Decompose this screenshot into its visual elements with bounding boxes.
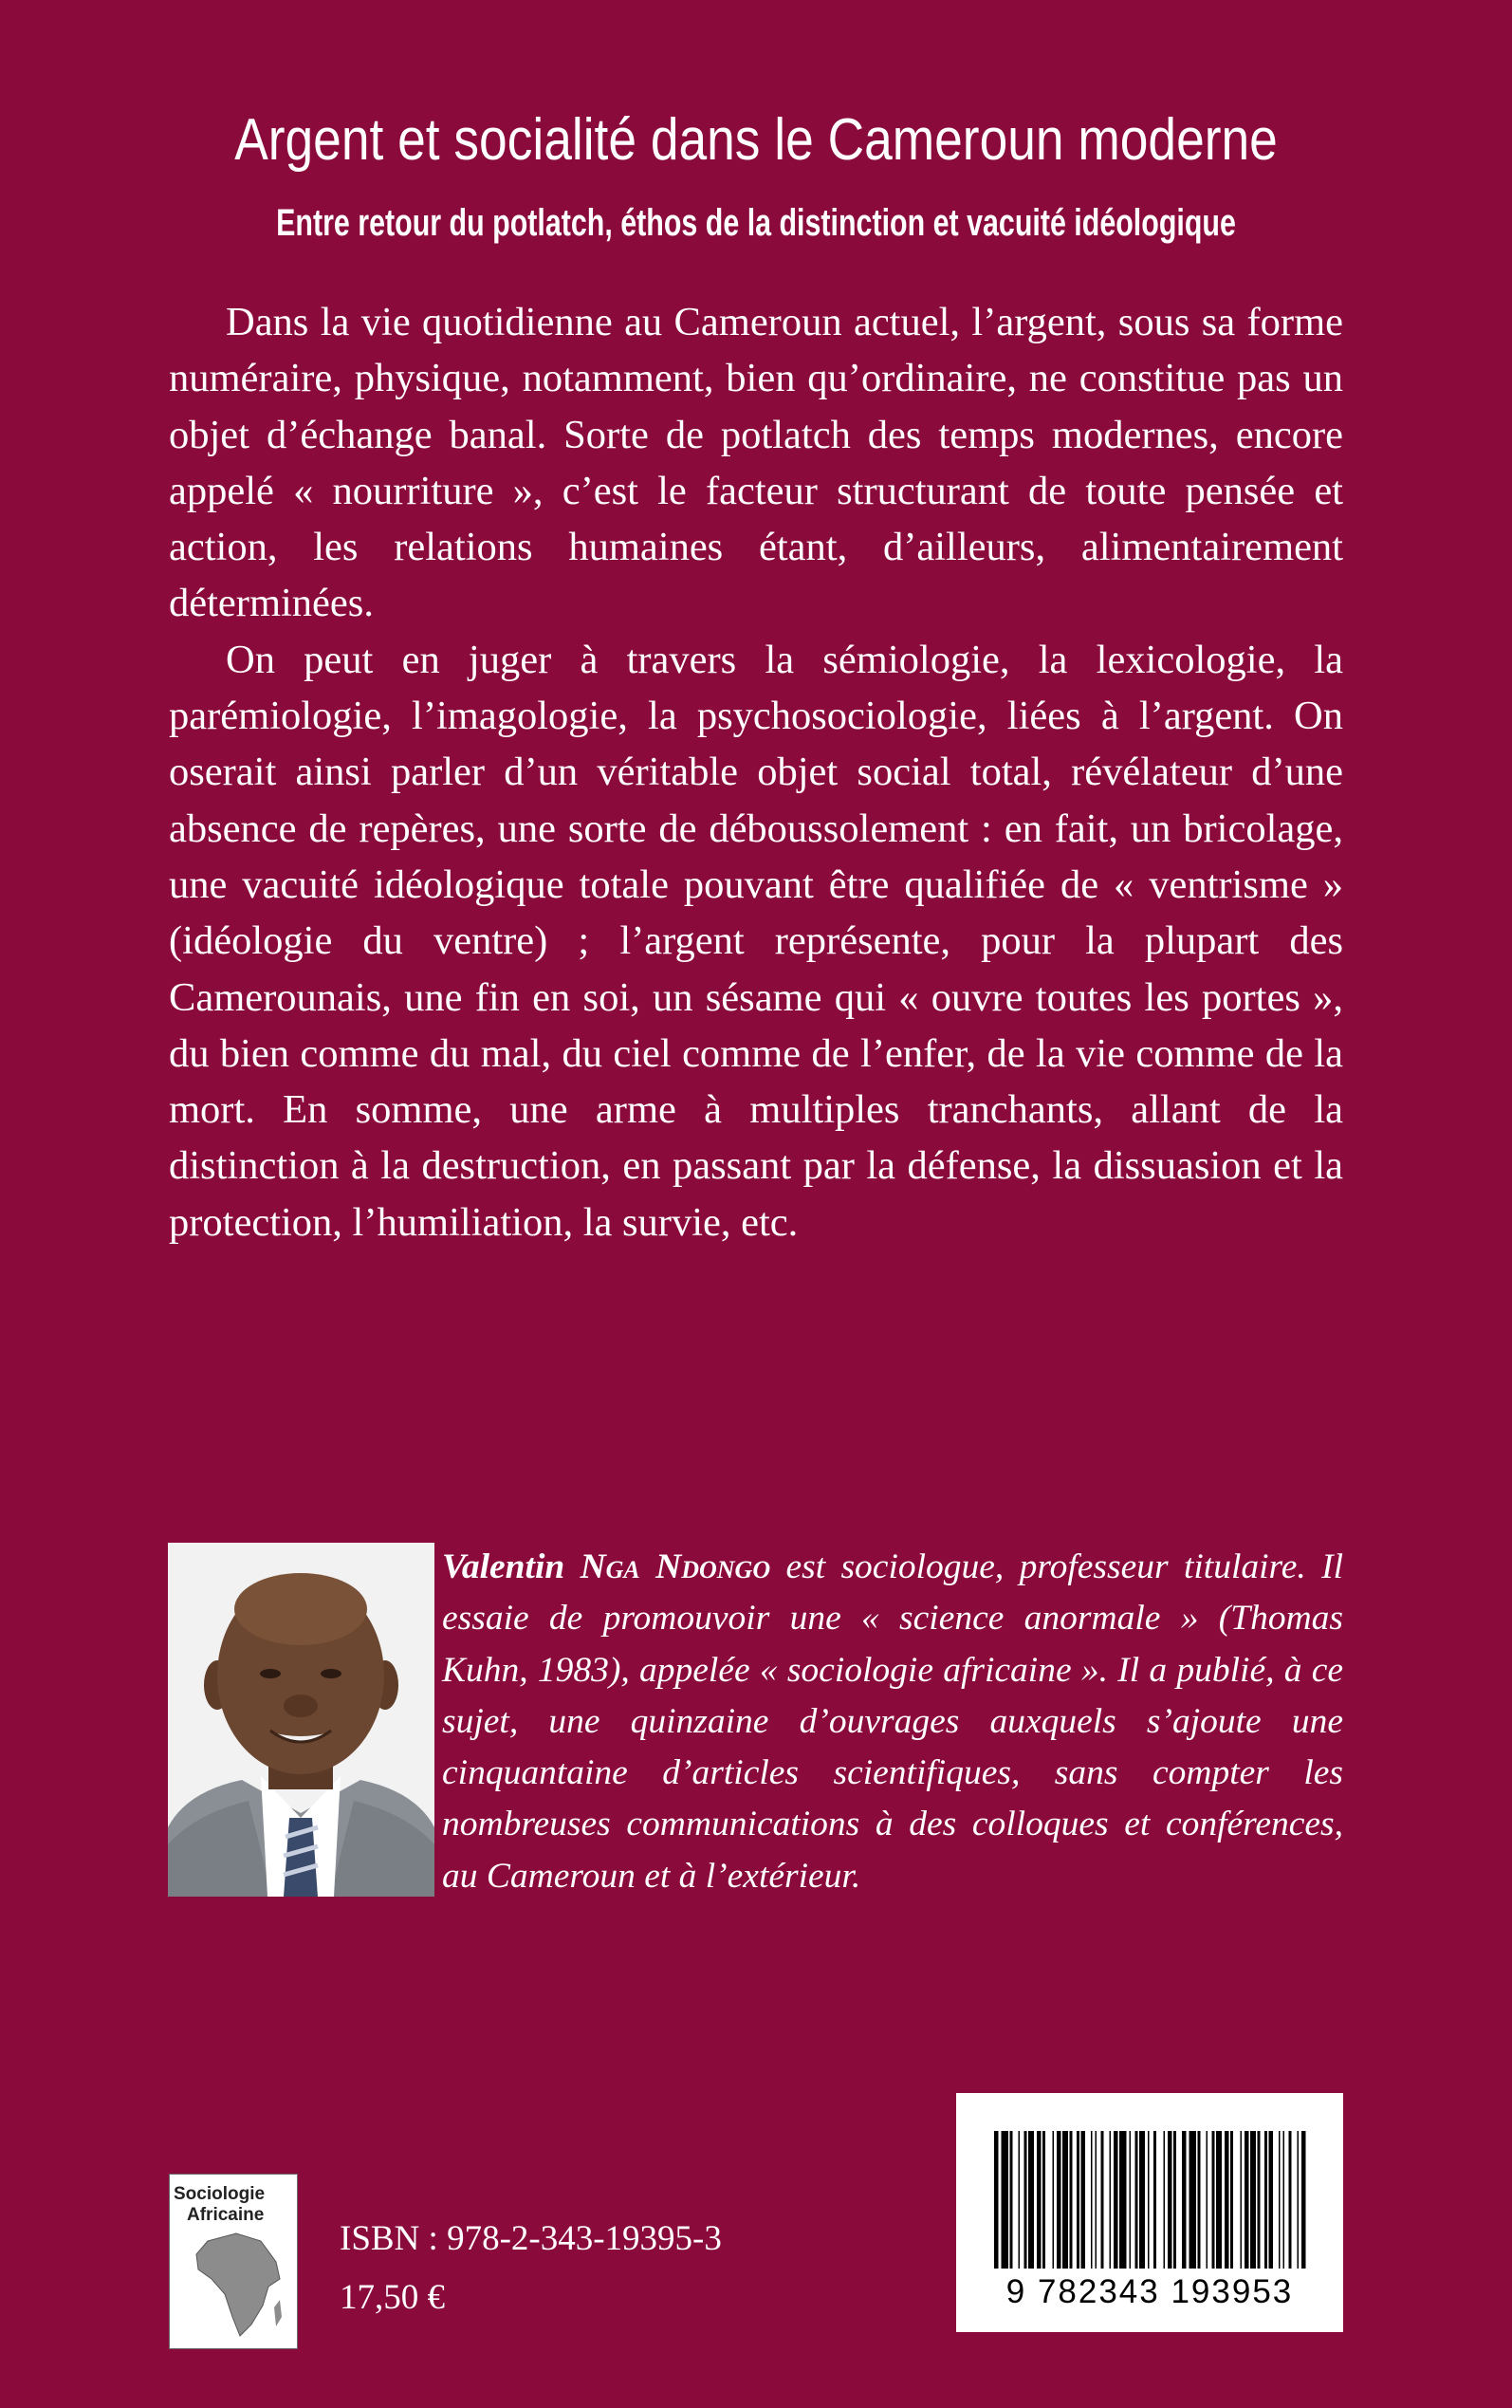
author-portrait-illustration [168, 1543, 434, 1897]
barcode-bar [1028, 2131, 1034, 2269]
author-bio-text: est sociologue, professeur titulaire. Il essaie de promouvoir une « science anormale » (Thomas Kuhn, 1983), appelée « sociologie africaine ». Il a publié, à ce sujet, une quinzaine d’ouvrages auxquels s’ajoute une cinquantaine d’articles scientifiques, sans compter les nombreuses communications à des colloques et conférences, au Cameroun et à l’extérieur. [442, 1547, 1344, 1896]
barcode-bar [1189, 2131, 1197, 2269]
barcode-bar [1245, 2131, 1249, 2269]
blurb [169, 294, 1343, 1250]
barcode-bar [1168, 2131, 1172, 2269]
barcode-bar [1010, 2131, 1013, 2269]
book-subtitle: Entre retour du potlatch, éthos de la distinction et vacuité idéologique [276, 202, 1236, 244]
barcode-bar [1153, 2131, 1156, 2269]
author-portrait [168, 1543, 434, 1897]
barcode-bar [1053, 2131, 1055, 2269]
barcode-digits: 9 782343 193953 [1005, 2273, 1294, 2310]
barcode-bar [1298, 2131, 1300, 2269]
barcode-bar [1279, 2131, 1281, 2269]
barcode-bar [1198, 2131, 1201, 2269]
author-bio [442, 1542, 1343, 1902]
barcode-bar [1096, 2131, 1097, 2269]
barcode-bar [1216, 2131, 1222, 2269]
barcode-bar [1225, 2131, 1229, 2269]
barcode [956, 2093, 1343, 2332]
barcode-bar [1207, 2131, 1208, 2269]
barcode-bar [1081, 2131, 1086, 2269]
series-logo-line-2: Africaine [187, 2205, 265, 2225]
author-last-name: Nga Ndongo [580, 1547, 771, 1586]
book-title: Argent et socialité dans le Cameroun moderne [234, 107, 1278, 173]
barcode-bar [1070, 2131, 1073, 2269]
barcode-bar [1077, 2131, 1079, 2269]
barcode-bar [1135, 2131, 1138, 2269]
barcode-bar [1230, 2131, 1233, 2269]
blurb-paragraph-1: Dans la vie quotidienne au Cameroun actuel, l’argent, sous sa forme numéraire, physique, notamment, bien qu’ordinaire, ne constitue pas un objet d’échange banal. Sorte de potlatch des temps modernes, encore appelé « nourriture », c’est le facteur structurant de toute pensée et action, les relations humaines étant, d’ailleurs, alimentairement déterminées. [169, 300, 1343, 626]
barcode-bar [1148, 2131, 1150, 2269]
barcode-bar [1283, 2131, 1285, 2269]
barcode-bar [1042, 2131, 1045, 2269]
isbn: ISBN : 978-2-343-19395-3 [340, 2219, 722, 2258]
barcode-bar [1250, 2131, 1256, 2269]
barcode-bar [1037, 2131, 1042, 2269]
barcode-bar [1258, 2131, 1261, 2269]
barcode-bar [1164, 2131, 1166, 2269]
author-first-name: Valentin [442, 1547, 565, 1586]
barcode-bar [1212, 2131, 1215, 2269]
barcode-bar [1019, 2131, 1021, 2269]
barcode-bar [1110, 2131, 1112, 2269]
blurb-paragraph-2: On peut en juger à travers la sémiologie, la lexicologie, la parémiologie, l’imagologie, la psychosociologie, liées à l’argent. On oserait ainsi parler d’un véritable objet social total, révélateur d’une absence de repères, une sorte de déboussolement : en fait, un bricolage, une vacuité idéologique totale pouvant être qualifiée de « ventrisme » (idéologie du ventre) ; l’argent représente, pour la plupart des Camerounais, une fin en soi, un sésame qui « ouvre toutes les portes », du bien comme du mal, du ciel comme de l’enfer, de la vie comme de la mort. En somme, une arme à multiples tranchants, allant de la distinction à la destruction, en passant par la défense, la dissuasion et la protection, l’humiliation, la survie, etc. [169, 637, 1343, 1245]
barcode-bar [1062, 2131, 1068, 2269]
barcode-bar [1002, 2131, 1009, 2269]
barcode-bar [1119, 2131, 1127, 2269]
barcode-bar [1057, 2131, 1061, 2269]
barcode-bar [1139, 2131, 1145, 2269]
barcode-bar [1173, 2131, 1176, 2269]
barcode-bar [1114, 2131, 1118, 2269]
series-logo [169, 2174, 298, 2349]
barcode-bar [1289, 2131, 1292, 2269]
barcode-bar [1241, 2131, 1243, 2269]
barcode-bar [994, 2131, 999, 2269]
barcode-bar [1182, 2131, 1187, 2269]
price: 17,50 € [340, 2278, 445, 2317]
barcode-bar [1301, 2131, 1306, 2269]
barcode-bar [1130, 2131, 1132, 2269]
barcode-bar [1024, 2131, 1027, 2269]
barcode-bar [1269, 2131, 1274, 2269]
barcode-bar [1264, 2131, 1267, 2269]
barcode-bar [1091, 2131, 1093, 2269]
series-logo-line-1: Sociologie [174, 2184, 266, 2204]
barcode-bar [1101, 2131, 1104, 2269]
